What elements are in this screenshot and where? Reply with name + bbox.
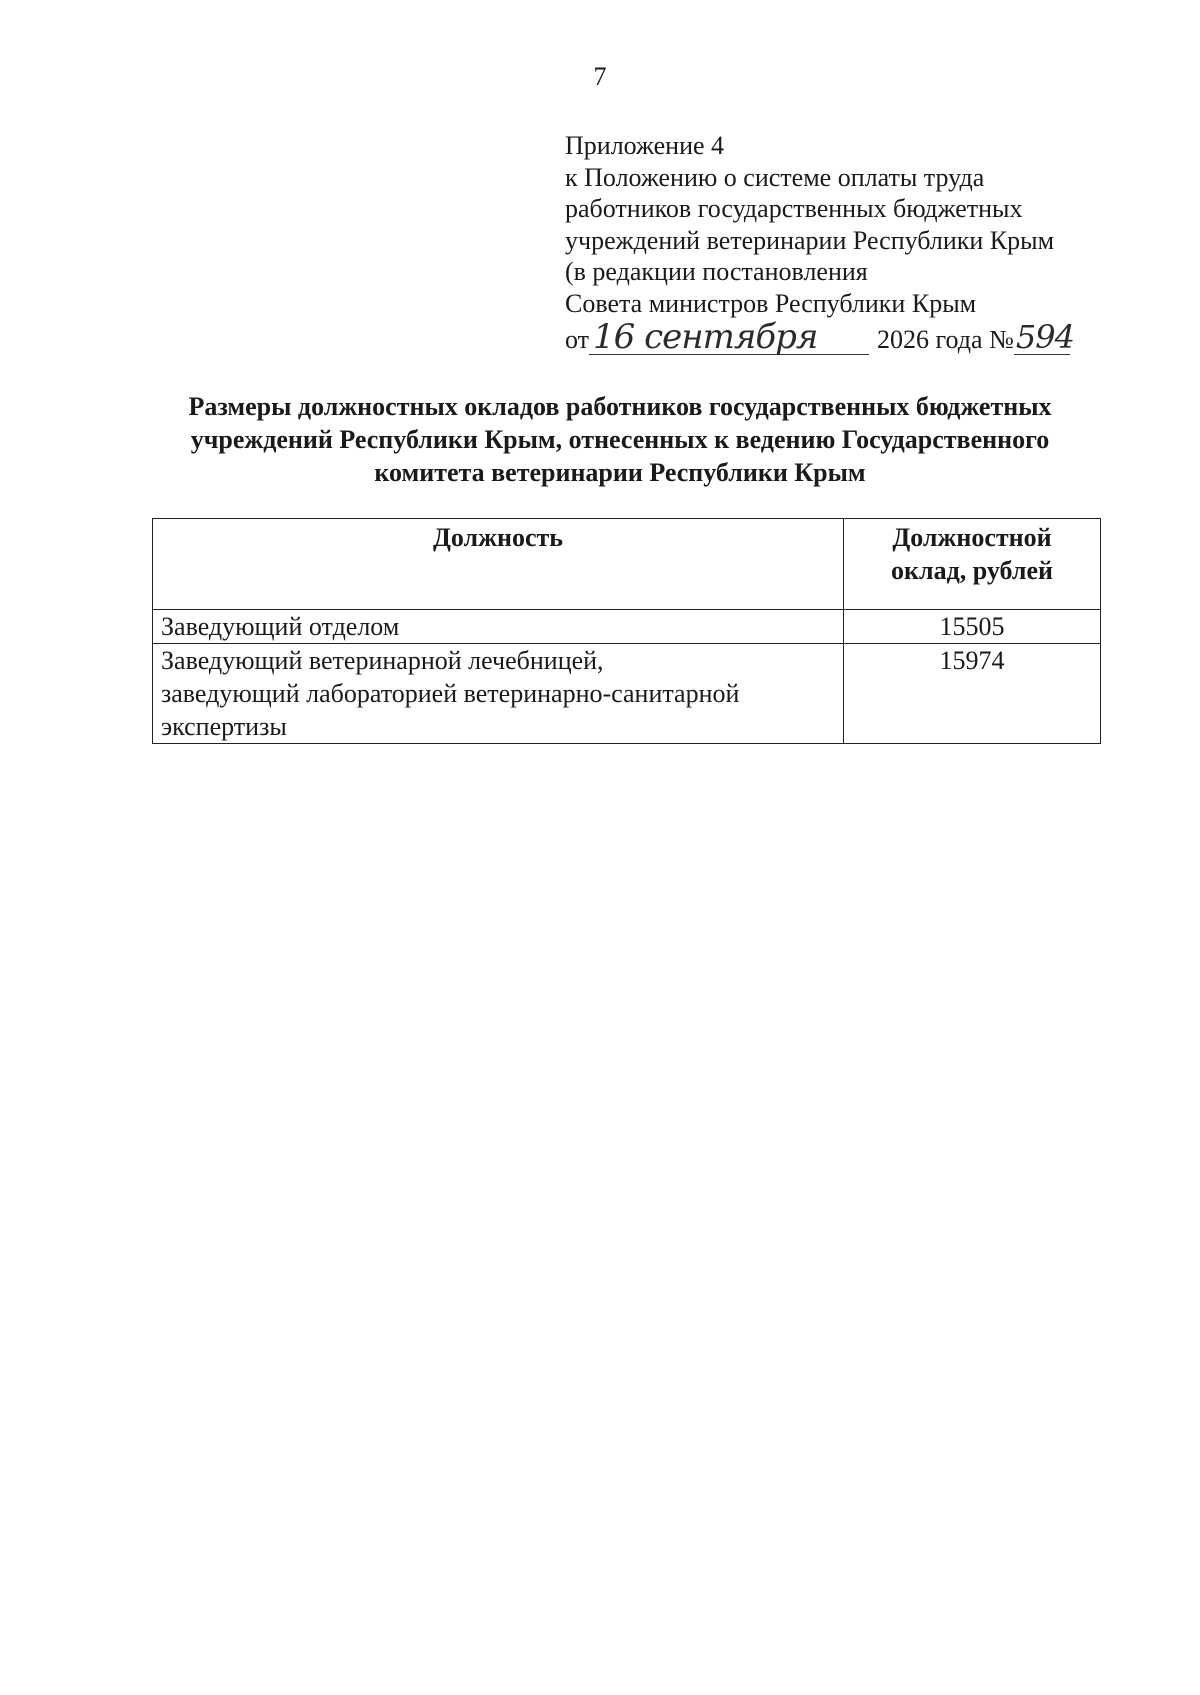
appendix-block	[565, 130, 1074, 357]
position-line: Заведующий отделом	[161, 612, 400, 641]
table-row	[153, 644, 1101, 744]
salary-table	[152, 518, 1101, 744]
appendix-line: учреждений ветеринарии Республики Крым	[565, 225, 1055, 255]
salary-cell: 15974	[844, 644, 1101, 744]
header-position: Должность	[153, 519, 844, 610]
heading-line: Размеры должностных окладов работников государственных бюджетных	[188, 392, 1052, 421]
appendix-line: (в редакции постановления	[565, 257, 868, 286]
page-number: 7	[593, 62, 607, 91]
heading-line: комитета ветеринарии Республики Крым	[374, 458, 866, 487]
position-line: заведующий лабораторией ветеринарно-санитарной	[161, 679, 740, 708]
appendix-title: Приложение 4	[565, 131, 725, 160]
header-salary-line: оклад, рублей	[891, 556, 1053, 585]
position-line: Заведующий ветеринарной лечебницей,	[161, 646, 604, 675]
table-row	[153, 610, 1101, 644]
date-prefix: от	[565, 324, 590, 354]
handwritten-date: 16 сентября	[589, 320, 869, 355]
header-salary	[844, 519, 1101, 610]
salary-cell: 15505	[844, 610, 1101, 644]
header-salary-line: Должностной	[892, 523, 1052, 552]
decree-date-line	[565, 317, 1074, 357]
heading-line: учреждений Республики Крым, отнесенных к ведению Государственного	[190, 425, 1050, 454]
handwritten-decree-number: 594	[1015, 318, 1074, 356]
position-cell	[153, 644, 844, 744]
decree-year: 2026 года №	[877, 324, 1014, 354]
appendix-line: Совета министров Республики Крым	[565, 288, 977, 318]
appendix-line: к Положению о системе оплаты труда	[565, 162, 985, 192]
appendix-line: работников государственных бюджетных	[565, 194, 1023, 223]
position-cell	[153, 610, 844, 644]
position-line: экспертизы	[161, 712, 287, 741]
document-heading	[140, 390, 1100, 489]
table-header-row	[153, 519, 1101, 610]
